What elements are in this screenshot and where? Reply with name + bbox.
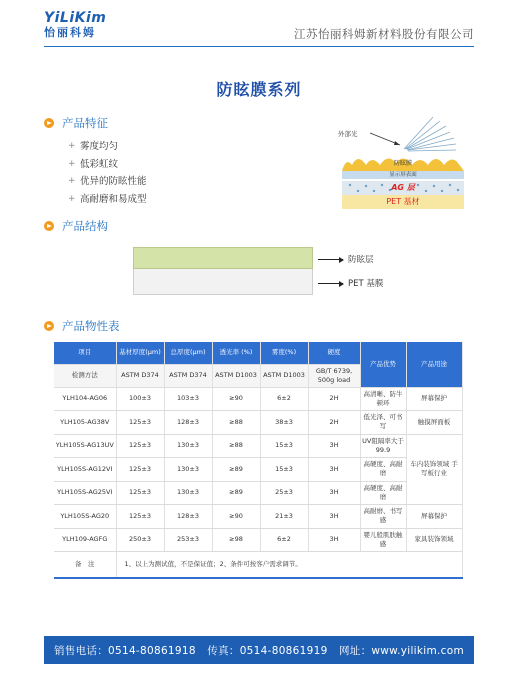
table-cell: ≥89 xyxy=(212,481,260,505)
table-header-cell: 产品优势 xyxy=(360,342,406,387)
table-row xyxy=(54,411,462,435)
table-cell: 38±3 xyxy=(260,411,308,435)
play-bullet-icon xyxy=(44,221,54,231)
anti-glare-layer-label: 防眩层 xyxy=(348,255,374,265)
fax-number: 传真：0514-80861919 xyxy=(207,644,328,657)
logo-english: YiLiKim xyxy=(44,10,107,26)
table-row xyxy=(54,528,462,552)
note-label: 备 注 xyxy=(54,552,116,578)
plus-icon: + xyxy=(68,176,76,186)
feature-item: + 高耐磨和易成型 xyxy=(68,191,147,209)
table-cell: 高清晰、防牛顿环 xyxy=(360,387,406,411)
table-cell: ≥88 xyxy=(212,411,260,435)
table-cell: 15±3 xyxy=(260,434,308,458)
table-cell: 低光泽、可书写 xyxy=(360,411,406,435)
table-cell: 婴儿般肌肤触感 xyxy=(360,528,406,552)
table-cell: ASTM D1003 xyxy=(260,364,308,387)
pet-base-layer: PET 基材 xyxy=(342,195,464,209)
table-cell: 3H xyxy=(308,505,360,529)
table-cell: YLH104-AG06 xyxy=(54,387,116,411)
plus-icon: + xyxy=(68,141,76,151)
table-cell: 128±3 xyxy=(164,505,212,529)
table-cell: ≥90 xyxy=(212,505,260,529)
table-cell: 125±3 xyxy=(116,434,164,458)
note-text: 1、以上为测试值，不是保证值；2、条件可按客户需求调节。 xyxy=(116,552,462,578)
table-cell: YLH105S-AG20 xyxy=(54,505,116,529)
table-cell: ≥98 xyxy=(212,528,260,552)
table-cell: 130±3 xyxy=(164,481,212,505)
company-logo xyxy=(44,10,107,39)
section-features-heading xyxy=(44,115,108,131)
table-cell: 125±3 xyxy=(116,411,164,435)
table-cell: 触摸屏面板 xyxy=(406,411,462,435)
sales-phone: 销售电话：0514-80861918 xyxy=(54,644,196,657)
table-cell: 3H xyxy=(308,458,360,482)
table-cell: 130±3 xyxy=(164,434,212,458)
table-cell: UV阻隔率大于99.9 xyxy=(360,434,406,458)
table-cell: YLH105S-AG12VI xyxy=(54,458,116,482)
external-light-label: 外部光 xyxy=(338,130,358,138)
table-cell: 6±2 xyxy=(260,387,308,411)
table-cell: YLH105-AG38V xyxy=(54,411,116,435)
header-divider xyxy=(44,46,474,47)
section-structure-heading xyxy=(44,218,108,234)
table-cell: ≥90 xyxy=(212,387,260,411)
table-cell: ASTM D374 xyxy=(164,364,212,387)
table-cell: ASTM D1003 xyxy=(212,364,260,387)
pet-film-block xyxy=(133,269,313,295)
table-cell: 125±3 xyxy=(116,481,164,505)
table-header-cell: 雾度(%) xyxy=(260,342,308,364)
section-properties-heading xyxy=(44,318,120,334)
table-cell: 高硬度、高耐磨 xyxy=(360,458,406,482)
pet-film-label: PET 基膜 xyxy=(348,279,384,289)
ag-layer: AG 层 xyxy=(342,181,464,195)
table-row xyxy=(54,434,462,458)
table-cell: 253±3 xyxy=(164,528,212,552)
table-cell: GB/T 6739, 500g load xyxy=(308,364,360,387)
table-row xyxy=(54,387,462,411)
feature-item: + 低彩虹纹 xyxy=(68,156,147,174)
plus-icon: + xyxy=(68,158,76,169)
table-row xyxy=(54,481,462,505)
feature-list xyxy=(68,138,147,208)
table-header-cell: 总厚度(μm) xyxy=(164,342,212,364)
table-cell: YLH109-AGFG xyxy=(54,528,116,552)
table-cell: 6±2 xyxy=(260,528,308,552)
table-cell: 检测方法 xyxy=(54,364,116,387)
table-cell: 128±3 xyxy=(164,411,212,435)
table-cell: YLH105S-AG25VI xyxy=(54,481,116,505)
table-row xyxy=(54,458,462,482)
display-surface-layer: 显示屏表面 xyxy=(342,171,464,179)
table-cell: 2H xyxy=(308,387,360,411)
table-cell: 125±3 xyxy=(116,505,164,529)
table-cell: 高耐磨、书写感 xyxy=(360,505,406,529)
anti-glare-film-label: 防眩膜 xyxy=(393,160,412,167)
table-cell: 车内装饰领域 手写板行业 xyxy=(406,434,462,505)
table-cell: 2H xyxy=(308,411,360,435)
table-cell: 3H xyxy=(308,434,360,458)
table-cell: 100±3 xyxy=(116,387,164,411)
table-cell: 21±3 xyxy=(260,505,308,529)
section-title: 产品物性表 xyxy=(62,319,120,333)
play-bullet-icon xyxy=(44,118,54,128)
table-header-cell: 透光率 (%) xyxy=(212,342,260,364)
page-title: 防眩膜系列 xyxy=(216,80,302,99)
structure-diagram xyxy=(133,247,313,295)
table-cell: 家具装饰领域 xyxy=(406,528,462,552)
arrow-right-icon xyxy=(318,259,343,260)
table-cell: ≥88 xyxy=(212,434,260,458)
table-cell: 130±3 xyxy=(164,458,212,482)
table-cell: 高硬度、高耐磨 xyxy=(360,481,406,505)
table-header-cell: 项目 xyxy=(54,342,116,364)
table-row xyxy=(54,505,462,529)
table-cell: 250±3 xyxy=(116,528,164,552)
website-link[interactable]: 网址：www.yilikim.com xyxy=(339,644,464,657)
company-name: 江苏怡丽科姆新材料股份有限公司 xyxy=(294,27,474,41)
table-cell: 3H xyxy=(308,528,360,552)
anti-glare-layer-block xyxy=(133,247,313,269)
table-header-cell: 产品用途 xyxy=(406,342,462,387)
feature-item: + 优异的防眩性能 xyxy=(68,173,147,191)
table-cell: 屏幕保护 xyxy=(406,505,462,529)
logo-chinese: 怡丽科姆 xyxy=(44,26,96,39)
table-cell: ≥89 xyxy=(212,458,260,482)
play-bullet-icon xyxy=(44,321,54,331)
properties-table xyxy=(54,342,462,579)
table-cell: 103±3 xyxy=(164,387,212,411)
table-cell: 15±3 xyxy=(260,458,308,482)
table-cell: 25±3 xyxy=(260,481,308,505)
table-cell: 125±3 xyxy=(116,458,164,482)
arrow-right-icon xyxy=(318,283,343,284)
table-cell: ASTM D374 xyxy=(116,364,164,387)
contact-footer xyxy=(44,636,474,664)
section-title: 产品特征 xyxy=(62,116,108,130)
table-cell: YLH105S-AG13UV xyxy=(54,434,116,458)
table-header-cell: 硬度 xyxy=(308,342,360,364)
table-note-row xyxy=(54,552,462,578)
table-header-cell: 基材厚度(μm) xyxy=(116,342,164,364)
plus-icon: + xyxy=(68,193,76,204)
feature-item: + 雾度均匀 xyxy=(68,138,147,156)
anti-glare-diagram xyxy=(338,115,468,215)
table-cell: 3H xyxy=(308,481,360,505)
section-title: 产品结构 xyxy=(62,219,108,233)
table-cell: 屏幕保护 xyxy=(406,387,462,411)
